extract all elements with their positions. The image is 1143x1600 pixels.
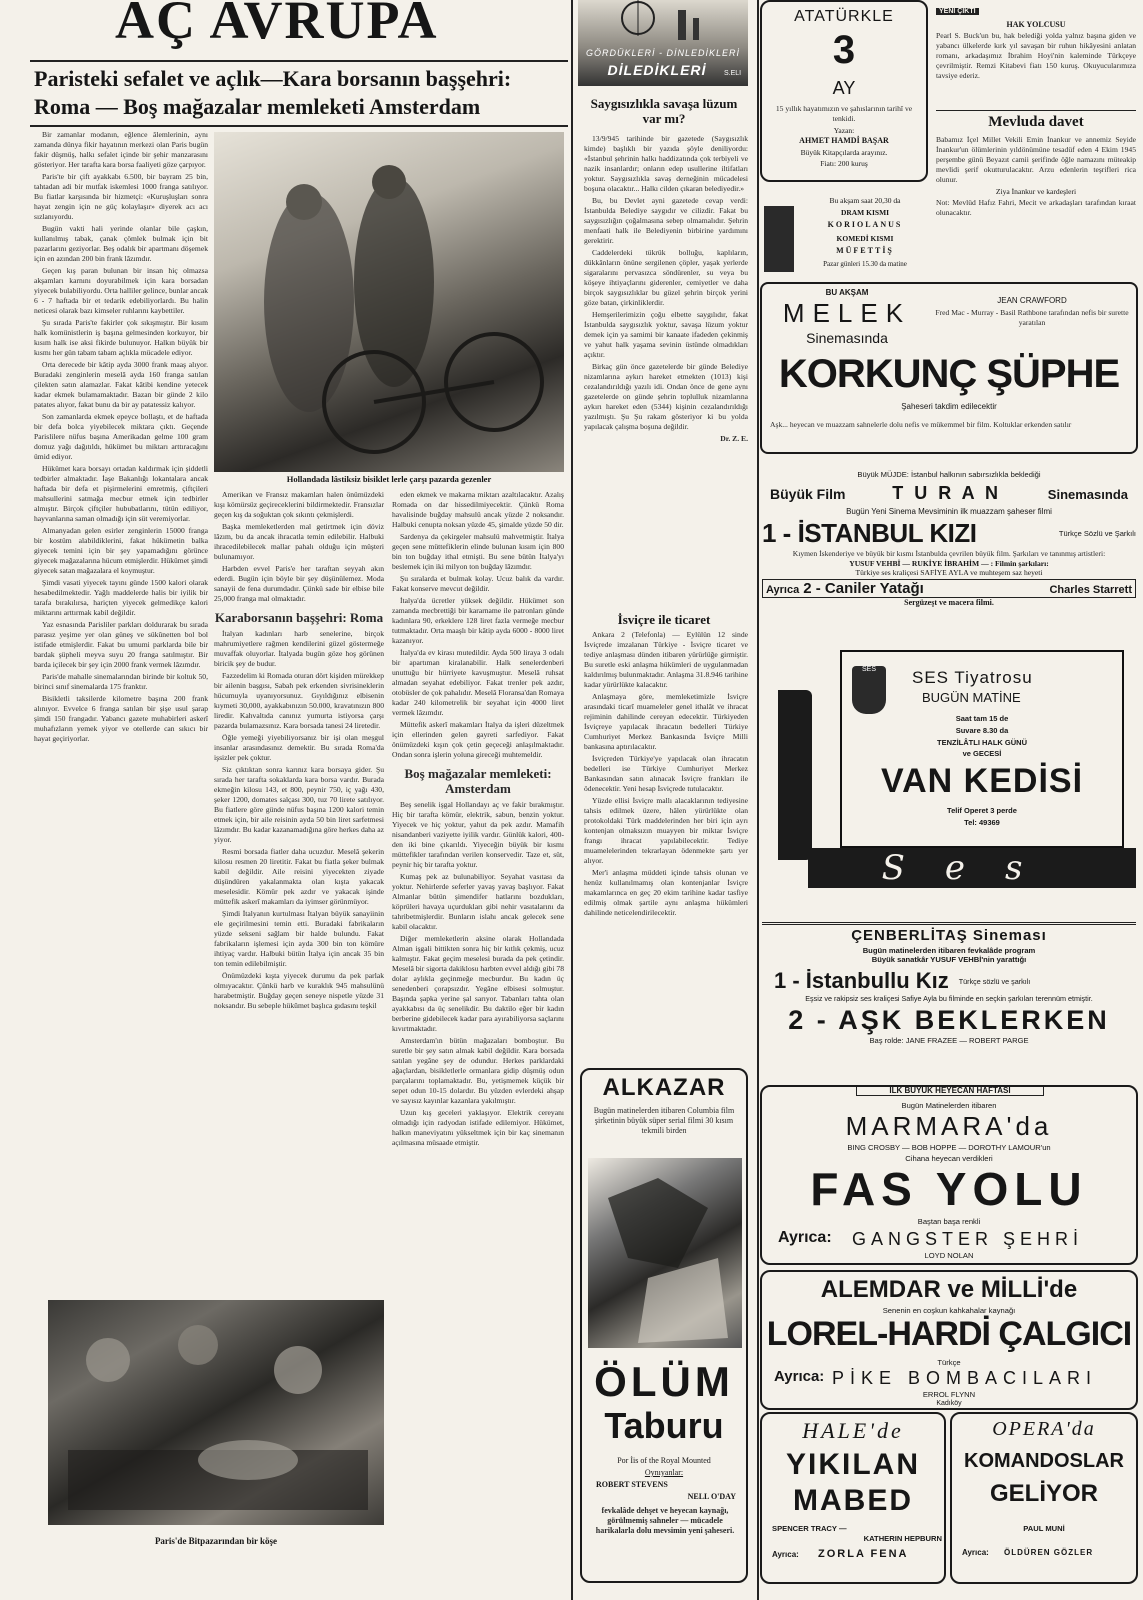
notice-mevlud: [936, 114, 1136, 274]
ad-text: Bu akşam saat 20,30 da: [829, 196, 901, 205]
ad-text: Sergüzeşt ve macera filmi.: [904, 598, 994, 607]
ad-film-title: 2 - AŞK BEKLERKEN: [788, 1005, 1110, 1035]
ad-hale-cinema: [760, 1412, 946, 1584]
ad-cast: KATHERIN HEPBURN: [863, 1534, 942, 1543]
ad-extra-label: Ayrıca:: [774, 1368, 825, 1385]
ad-marmara-cinema: [760, 1085, 1138, 1265]
ad-text: Oynıyanlar:: [644, 1468, 684, 1477]
ad-cinema-name: MELEK: [782, 298, 912, 328]
ad-title: ATATÜRKLE: [794, 8, 894, 25]
ad-cast: PAUL MUNİ: [1023, 1524, 1065, 1533]
ad-text: Türkiye ses kraliçesi SAFİYE AYLA ve muhteşem saz heyeti: [855, 568, 1043, 577]
ad-alkazar: [580, 1068, 748, 1583]
ad-text: Aşk... heyecan ve muazzam sahnelerle dolu nefis ve mükemmel bir film. Koltuklar erkenden satılır: [770, 420, 1072, 429]
paragraph: Hemşerilerimizin çoğu elbette saygılıdır, fakat İstanbulda saygısızlık yoktur, savaşa lüzum yoktur demek için ya samimi bir kanaate ifadeden çekinmiş ve yahut halk yaşama sevinin üstünde olmadıkları açıktır.: [584, 310, 748, 359]
ad-unit: AY: [832, 78, 856, 98]
ad-cast: Fred Mac - Murray - Basil Rathbone tarafından nefis bir surette yaratılan: [935, 308, 1129, 327]
ad-melek-cinema: [760, 282, 1138, 454]
theater-logo-icon: [764, 206, 794, 272]
masthead: AÇ AVRUPA: [115, 0, 439, 50]
ad-cinema-name: MARMARA'da: [845, 1111, 1053, 1141]
paragraph: Önümüzdeki kışta yiyecek durumu da pek parlak olmıyacaktır. Çünkü harb ve kuraklık 945 mahsulünü harabetmiştir. Buğday geçen seneye nispetle yüzde 31 noksandır. Bu sebeple hükûmet başlıca gıdasını teşkil: [214, 971, 384, 1010]
section-banner: [578, 0, 748, 86]
ad-big-number: 3: [832, 28, 856, 72]
ad-cast: YUSUF VEHBİ — RUKİYE İBRAHİM — : Filmin şarkıları:: [849, 559, 1049, 568]
divider: [757, 0, 759, 1600]
paragraph: Bugün vakti hali yerinde olanlar bile çaşkın, kullanılmış tabak, çanak çömlek bulmak için bit pazarlarını geziyorlar. Beş odalık bir apartmanı döşemek için en azından 200 bin frank lâzımdır.: [34, 224, 208, 263]
divider: [30, 125, 568, 127]
ad-cast: ERROL FLYNN: [922, 1390, 976, 1399]
ad-text: Şaheseri takdim edilecektir: [901, 402, 997, 411]
photo-flea-market: [48, 1300, 384, 1525]
ad-extra-title: PİKE BOMBACILARI: [832, 1368, 1098, 1388]
ad-opera-cinema: [950, 1412, 1138, 1584]
ad-text: Baştan başa renkli: [917, 1217, 981, 1226]
paragraph: İsviçreden Türkiye'ye yapılacak olan ihracatın bedelleri ise Türkiye Cumhuriyet Merkez Bankasından satın alınacak İsviçre frankları ile ödenecektir. Yeni hesap İsviçrede tutulacaktır.: [584, 754, 748, 793]
paragraph: Bisikletli taksilerde kilometre başına 200 frank alınıyor. Evvelce 6 franga satılan bir şişe usul şarap şimdi 150 frangadır. Yabancı gazete muhabirleri askerî muhafızların yemek yiyor ve otellerde can sıkıcı bir hayat geçiriyorlar.: [34, 694, 208, 743]
paragraph: Bir zamanlar modanın, eğlence âlemlerinin, aynı zamanda dünya fikir hayatının merkezi olan Paris bugün fakir düşmüş, halkı sefalet içinde bir şehir manzarasını gösteriyor. Her tarafta kara borsa faaliyeti göze çarpıyor.: [34, 130, 208, 169]
notice-note: Not: Mevlüd Hafız Fahri, Mecit ve arkadaşları tarafından kıraat olunacaktır.: [936, 198, 1136, 217]
ad-text: Türkçe: [937, 1358, 961, 1367]
ses-mask-icon: [852, 666, 886, 714]
ad-film-title: FAS YOLU: [810, 1163, 1088, 1215]
ses-script-band: Ses: [808, 848, 1136, 888]
ad-cinema-name: OPERA'da: [992, 1418, 1096, 1440]
banner-text-top: GÖRDÜKLERİ - DİNLEDİKLERİ: [585, 48, 741, 58]
paragraph: eden ekmek ve makarna miktarı azaltılacaktır. Azalış Romada on dar hissedilmiyecektir. Çünkü Roma havalisinde buğday mahsulü ancak yüzde 2 noksandır. Halbuki cenupta noksan yüzde 45, şimalde yüzde 50 dir.: [392, 490, 564, 529]
ad-extra-label: Ayrıca:: [778, 1229, 832, 1246]
ad-cinema-name: T U R A N: [892, 483, 1001, 503]
ad-text: Saat tam 15 de: [955, 714, 1009, 723]
ad-text: Sinemasında: [1047, 487, 1128, 502]
notice-new-book: [936, 0, 1136, 110]
ad-text: Türkçe Sözlü ve Şarkılı: [1058, 529, 1136, 538]
ad-text: Tel: 49369: [964, 818, 1000, 827]
ad-extra-title: ÖLDÜREN GÖZLER: [1004, 1548, 1094, 1557]
ad-cemberlitas-cinema: [762, 922, 1136, 1070]
ad-text: Bugün Yeni Sinema Mevsiminin ilk muazzam şaheser filmi: [846, 507, 1052, 516]
ad-text: Büyük Kitapçılarda arayınız.: [800, 148, 888, 157]
photo-bicycle-couple: [214, 132, 564, 472]
paragraph: Orta derecede bir kâtip ayda 3000 frank maaş alıyor. Buradaki zenginlerin meselâ ayda 160 franga satılan çilekten satın alamazlar. Fakat kâtibi kendine yetecek kadar ekmek bulamamaktadır. Bazan bir günde 2 kilo patates alıyor, fakat bunu da bir ay patatessiz kalıyor.: [34, 360, 208, 409]
paragraph: Anlaşmaya göre, memleketimizle İsviçre arasındaki ticarî muameleler genel ithalât ve ihracat rejiminin dahilinde cereyan edecektir. Türkiyeden İsviçreye yapılacak ihracatın bedelleri Türkiye Cumhuriyet Merkez Bankasında İsviçre Milli bankasına aptırılacaktır.: [584, 692, 748, 751]
ad-film-title: Taburu: [604, 1405, 724, 1446]
paragraph: Amerikan ve Fransız makamları halen önümüzdeki kışı kömürsüz geçireceklerini bildirmektedir. Fransızlar geçen kış da soğuktan çok sıkıntı çekmişlerdi.: [214, 490, 384, 519]
article-title: İsviçre ile ticaret: [617, 612, 711, 627]
ad-text: Ayrıca: [766, 584, 800, 596]
paragraph: Amsterdam'ın bütün mağazaları bomboştur. Bu suretle bir şey satın almak kabil değildir. Kara borsada satılan yegâne şey de odundur. Herkes parklardaki ağaçlardan, bisikletlerle ormanlara gidip düşmüş odun parçalarını toplamaktadır. Bu, yetişmemek küçük bir sepet odun 10-15 dolardır. Bu yüzden evlerdeki ahşap ve sayısız kayınlar kazanlara yakılmıştır.: [392, 1036, 564, 1105]
ad-text: MÜFETTİŞ: [836, 246, 894, 255]
paragraph: Birkaç gün önce gazetelerde bir günde Belediye nizamlarına aykırı hareket etmekten (1013) kişi cezalandırıldığı yazılı idi. Ondan önce de gene aynı gazetelerde on günde şehrin toplulluk nizamlarına aykırı hareket eden (5344) kişinin cezalandırıldığı yazılmıştı. Şu Şu rakam gösteriyor ki bu yolda yapılacak çalışma boşuna değildir.: [584, 362, 748, 431]
ad-text: Bugün matinelerden itibaren fevkalâde program: [862, 946, 1036, 955]
ad-cinema-sub: Sinemasında: [806, 330, 888, 346]
ses-script-letter: [778, 690, 812, 860]
ad-text: Büyük sanatkâr YUSUF VEHBİ'nin yarattığı: [871, 955, 1027, 964]
paragraph: Geçen kış paran bulunan bir insan hiç olmazsa akşamları karnını doyurabilmek için kara borsadan yiyecek bulabiliyordu. Orta halliler gelince, bunlar ancak 6 - 7 haftada bir et tedarik edebiliyorlardı. Bu halin neticesi olarak bazı kimseler ruhlarını kaybettiler.: [34, 266, 208, 315]
ad-film-title: KOMANDOSLAR: [964, 1450, 1124, 1472]
ad-text: Kadıköy: [936, 1400, 962, 1407]
ad-film-title: MABED: [793, 1484, 913, 1517]
article-column-c: [392, 490, 564, 1550]
ad-text: Por İis of the Royal Mounted: [617, 1456, 711, 1465]
ad-theater-name: SES Tiyatrosu: [912, 668, 1033, 687]
paragraph: Kumaş pek az bulunabiliyor. Seyahat vasıtası da yoktur. Nehirlerde seferler yavaş yavaş başlıyor. Fakat Almanlar bütün şimendifer hatlarını bozdukları, köprüleri havaya uçurdukları gibi nehir vasıtalarını da tahribetmişlerdir. Bunların islahı ancak gelecek sene kabil olacaktır.: [392, 872, 564, 931]
paragraph: Almanyadan gelen esirler zenginlerin 15000 franga bir kostüm alabildiklerini, fakat hükümetin balka giyecek temini için bir şey yapamadığını görünce giyecek mağazalarına hücum etmişlerdir. Hükümet şimdi giyecek satan mağazalara el koymuştur.: [34, 526, 208, 575]
ad-extra-title: GANGSTER ŞEHRİ: [852, 1229, 1084, 1249]
paragraph: Mer'i anlaşma müddeti içinde tahsis olunan ve henüz kullanılmamış olan kontenjanlar İsviçre makamlarınca en geç 20 ekim tarihine kadar tasfiye edilmiş olmak şartile aynı anlaşma hükümleri dahilinde neticelendirilecektir.: [584, 868, 748, 917]
poster-illustration: [588, 1158, 742, 1348]
ad-turan-cinema: [762, 470, 1136, 632]
photo-caption: Hollandada lâstiksiz bisiklet lerle çarşı pazarda gezenler: [286, 474, 492, 484]
ad-text: DRAM KISMI: [840, 208, 890, 217]
paragraph: Diğer memleketlerin aksine olarak Hollandada Alman işgali bittikten sonra hiç bir kıtlık çekmiş, ucuz kalmıştır. Fakat geçim meselesi burada da pek çetindir. Meselâ bir sigorta dakiklosu harbten evvel aldığı gibi 78 dolar aylıkla geçinmeğe mecburdur. Bu kadın üç senedenberi çorapsızdır. Yegâne elbisesi solmuştur. Başında şapka yerine şal sarıyor. Tabanları tahta olan ayakkabısı da üç senelikdir. Bu daktilo eğer bir kadın berberine gidebilecek kadar para ayırabiliyorsa saçlarını kıvırtmaktadır.: [392, 934, 564, 1033]
ad-text: Kıymen İskenderiye ve büyük bir kısmı İstanbulda çevrilen büyük film. Şarkıları ve tanınmış artistleri:: [792, 549, 1106, 558]
ad-author: AHMET HAMDİ BAŞAR: [799, 136, 889, 145]
ad-cast: JEAN CRAWFORD: [997, 296, 1067, 305]
article-body: [584, 134, 748, 604]
headline-line-2: Roma — Boş mağazalar memleketi Amsterdam: [34, 94, 481, 119]
paragraph: Paris'de mahalle sinemalarından birinde bir koltuk 50, birinci sınıf sinemalarda 175 franktır.: [34, 672, 208, 691]
paragraph: Beş senelik işgal Hollandayı aç ve fakir bırakmıştır. Hiç bir tarafta kömür, elektrik, sabun, benzin yoktur. Yiyecek ve hiç yoktur, yahut da pek azdır. Mamafih nisandanberi vaziyette iyilik vardır. Günlük kalori, 400-den iki bine çıkarıldı. Yiyeceğin büyük bir kısmı müttefikler tarafından verilen konservedir. Taze et, süt, peynir hiç bir tarafta yoktur.: [392, 800, 564, 869]
ad-cast: SPENCER TRACY —: [772, 1524, 847, 1533]
ad-cast: Charles Starrett: [1049, 584, 1132, 596]
ad-extra-label: Ayrıca:: [772, 1550, 799, 1559]
notice-text: Pearl S. Buck'un bu, hak belediği yolda yalnız başına giden ve yabancı ülkelerde kırk yıl savaşan bir ruhun hikâyesini anlatan romanı, arkadaşımız İbrahim Hoyi'nin kaleminde Türkçeye çevrilmiştir. Remzi Kitabevi fiatı 150 kuruş. Okuyucularımıza tavsiye ederiz.: [936, 31, 1136, 80]
ad-cast: Baş rolde: JANE FRAZEE — ROBERT PARGE: [869, 1036, 1029, 1045]
paragraph: Öğle yemeği yiyebiliyorsanız bir işi olan meşgul insanlar arasındasınız demektir. Bu sırada Roma'da işsizler pek çoktur.: [214, 733, 384, 762]
ad-poster-image: [588, 1158, 742, 1348]
article-title: Saygısızlıkla savaşa lüzum var mı?: [590, 96, 738, 126]
paragraph: 13/9/945 tarihinde bir gazetede (Saygısızlık kimde) başlıklı bir yazıda şöyle deniliyordu: «İstanbul şehrinin halkı haddizatında çok terbiyeli ve nazik insanlardır; onların edep usullerine iltifatları yoktur. Saygısızlıkla savaş derneğinin mücadelesi boşuna olacaktır... Halkı cilden çıkaran belediyedir.»: [584, 134, 748, 193]
notice-title: Mevluda davet: [988, 114, 1084, 130]
ad-text: Suvare 8.30 da: [955, 726, 1009, 735]
paragraph: İtalya'da ev kirası mutedildir. Ayda 500 liraya 3 odalı bir apartıman kiralanabilir. Halk senelerdenberi unuttuğu bir hürriyete kavuşmuştur. Meselâ ruhsat almadan seyahat edebiliyor. Fakat trenler pek azdır, otobüsler de çok pahalıdır. Meselâ Floransa'dan Romaya kadar 240 kilometrelik bir seyahat için 4000 liret vermek lâzımdır.: [392, 648, 564, 717]
ad-text: BUGÜN MATİNE: [922, 690, 1021, 705]
ad-cast: BING CROSBY — BOB HOPPE — DOROTHY LAMOUR'un: [847, 1143, 1051, 1152]
paragraph: Şimdi İtalyanın kurtulması İtalyan büyük sanayiinin ele geçirilmesini temin etti. Buradaki fabrikaların yüzde sekseni sağlam bir halde bulundu. Fakat fabrikaların işlemesi için ayda 300 bin ton kömüre ihtiyaç vardır. Halbuki bütün İtalya için ancak 35 bin ton temin edilebilmiştir.: [214, 909, 384, 968]
signature: Dr. Z. E.: [720, 434, 748, 443]
ad-ataturk-book: [760, 0, 928, 182]
paragraph: Şu sıralarda et bulmak kolay. Ucuz balık da vardır. Fakat konserve mevcut değildir.: [392, 574, 564, 593]
ad-text: Yazan:: [833, 126, 855, 135]
photo-illustration: [214, 132, 564, 472]
ad-cast: NELL O'DAY: [687, 1492, 736, 1501]
paragraph: İtalyan kadınları harb senelerine, birçok mahrumiyetlere rağmen kendilerini güzel göstermeğe muvaffak oluyorlar. İtalyada bugün göze hoş görünen biricik şey de budur.: [214, 629, 384, 668]
ad-film-title: YIKILAN: [786, 1448, 920, 1481]
paragraph: İtalya'da ücretler yüksek değildir. Hükümet son zamanda mecbrettiği bir kararname ile patronları günde kadınlara 90, erkeklere 128 liret fazla vermeğe mecbur tutmaktadır. Orta maaşlı bir kâtip ayda 6000 - 8000 liret kazanıyor.: [392, 596, 564, 645]
paragraph: Yaz esnasında Parisliler parkları doldurarak bu sırada parasız yeşime yer olan güneş ve sükûnetten bol bol istifade etmişlerdir. Fakat bu umumi parklarda bile bir bardak şüpheli meyva suyu 20 franga satılmıştır. Bir barda içilecek bir şey için 2000 frank vermek lâzımdır.: [34, 620, 208, 669]
ad-theater: [764, 196, 932, 276]
ad-title: ALKAZAR: [602, 1074, 726, 1101]
notice-sign: Ziya İnankur ve kardeşleri: [995, 187, 1077, 196]
ad-film-title: ÖLÜM: [594, 1358, 734, 1405]
divider: [936, 110, 1136, 111]
subhead-amsterdam: Boş mağazalar memleketi: Amsterdam: [404, 766, 552, 796]
paragraph: Şu sırada Paris'te fakirler çok sıkışmıştır. Bir kısım halk komünistlerin iş başına gelmesinden korkuyor, bir kısım halk ise aksi fikirde bulunuyor. Halkın büyük bir kısmı her gün tabam tabam açlıkla mücadele ediyor.: [34, 318, 208, 357]
banner-brand: S.ELI: [724, 70, 742, 77]
ad-film-title: KORKUNÇ ŞÜPHE: [778, 352, 1120, 396]
article-column-a: [34, 130, 208, 1280]
paragraph: Harbden evvel Paris'e her taraftan seyyah akın ederdi. Bugün için böyle bir şey düşünülemez. Moda sanayii de fena durumdadır. Çünkü sade bir elbise bile 25,000 franga mal olmaktadır.: [214, 564, 384, 603]
photo-caption: Paris'de Bitpazarından bir köşe: [154, 1536, 278, 1546]
ad-text: Türkçe sözlü ve şarkılı: [958, 976, 1031, 986]
paragraph: Sardenya da çekirgeler mahsulü mahvetmiştir. İtalya geçen sene müttefiklerin elinde bulunan kısım için 800 bin ton buğday ithal etmişti. Bu sene bütün İtalya'yı beslemek için iki milyon ton buğday lâzımdır.: [392, 532, 564, 571]
ad-film-title: LOREL-HARDİ ÇALGICI: [766, 1315, 1132, 1353]
ad-cinema-name: ÇENBERLİTAŞ Sineması: [762, 922, 1136, 944]
ad-text: KOMEDİ KISMI: [836, 234, 894, 243]
ad-extra-title: ZORLA FENA: [818, 1548, 909, 1560]
ad-alemdar-cinema: [760, 1270, 1138, 1410]
ad-text: Senenin en coşkun kahkahalar kaynağı: [882, 1306, 1016, 1315]
ad-ses-theater: [778, 650, 1136, 905]
ad-text: KORIOLANUS: [827, 220, 903, 229]
paragraph: Paris'te bir çift ayakkabı 6.500, bir bayram 25 bin, tahtadan adi bir mutfak iskemlesi 1000 franga satılıyor. Bu fiatlar karşısında bir hizmetçi: «Kuruşluşları sonra hayat zengin için ne güç kolaylaşır» diyerek acı acı sızlanıyordu.: [34, 172, 208, 221]
paragraph: Son zamanlarda ekmek epeyce bollaştı, et de haftada bir defa bolca yiyebilecek miktara çıktı. Geçende Parislilere nüfus başına Amerikadan gelme 100 gram domuz yağı dağıtıldı, hükümet bu miktarı arttıracağını ümid ediyor.: [34, 412, 208, 461]
ad-price: Fiatı: 200 kuruş: [820, 159, 868, 168]
headline-line-1: Paristeki sefalet ve açlık—Kara borsanın başşehri:: [34, 66, 512, 91]
ad-extra-label: Ayrıca:: [962, 1548, 989, 1557]
ad-text: Cihana heyecan verdikleri: [905, 1154, 993, 1163]
ad-pre: Büyük MÜJDE: İstanbul halkının sabırsızlıkla beklediği: [857, 470, 1041, 479]
ad-text: TENZİLÂTLI HALK GÜNÜ: [937, 738, 1027, 747]
ad-cinema-name: HALE'de: [802, 1418, 904, 1443]
photo-illustration: [48, 1300, 384, 1525]
ad-text: Pazar günleri 15.30 da matine: [823, 260, 907, 268]
paragraph: Siz çıktıktan sonra karınız kara borsaya gider. Şu sırada her tarafta sokaklarda kara borsa vardır. Burada ekmeğin kilosu 143, et 800, peynir 750, iç yağı 430, şeker 1200, domates salçası 300, tuz 70 lirete satılıyor. Bu fiatlere göre günde nüfus başına 1200 kalori temin etmek için, bir aile reisinin ayda 50 bin liret sarfetmesi lâzımdır. Bu kadar kazanamadığına göre herkes daha az yiyor.: [214, 765, 384, 844]
ad-film-title: 1 - İSTANBUL KIZI: [762, 518, 977, 548]
article-column-b: [214, 490, 384, 1280]
ad-text: ve GECESİ: [962, 749, 1002, 758]
divider: [571, 0, 573, 1600]
divider: [30, 60, 568, 62]
paragraph: Başka memleketlerden mal getirtmek için döviz lâzım, bu da ancak ihracatla temin edilebilir. Halbuki ihracedilebilecek mallar pahalı olduğu için müşteri bulunamıyor.: [214, 522, 384, 561]
ad-film-title: 2 - Caniler Yatağı: [803, 580, 924, 597]
paragraph: Hükümet kara borsayı ortadan kaldırmak için şiddetli tedbirler almaktadır. İaşe Bakanlığı lokantalara ancak haftada bir defa et pişirmelerini emretmiş, çiftçileri mahsullerini satmağa mecbur etmek için tedbirler almıştır. Birçok çiftçiler hububatlarını, tütün ediliyor, hayvanlarına saman olmadığı için süt veremiyorlar.: [34, 464, 208, 523]
ad-cinema-name: ALEMDAR ve MİLLİ'de: [820, 1276, 1078, 1303]
ad-film-title: 1 - İstanbullu Kız: [774, 968, 949, 993]
paragraph: Şimdi vasati yiyecek tayını günde 1500 kalori olarak hesabedilmektedir. Yağlı maddelerde halis bir iyilik bir tarafa bırakılırsa, hariçten yiyecek gelmedikçe kalori miktarını arttırmak kabil değildir.: [34, 578, 208, 617]
paragraph: Fazzedelim ki Romada oturan dört kişiden mürekkep bir ailenin başgısı, Sabah pek erkenden sivrisineklerin hücumuyla uyanıyorsunuz. Gıyıldığınız elbisenin kıymeti 30,000, ayakkabınızın 50.000, kravatınızın 800 liredir. Kahvaltıda canınız yumurta istiyorsa çarşı pazarda bulamazsınız. Kara borsada tanesi 24 liretedir.: [214, 671, 384, 730]
paragraph: Caddelerdeki tükrük bolluğu, kaplıların, dükkânların önüne sergilenen çöpler, yaşak yerlerde sigaralarını pervasızca söndürenler, su veya bu köşeye ihtiyaçlarını giderenler, cemiyetler ve daha birçok saygısızlıklar bu güzel şehrin birçok yerini göze batan, çirkinliklerdir.: [584, 248, 748, 307]
notice-title: HAK YOLCUSU: [1006, 20, 1066, 29]
paragraph: Müttefik askerî makamları İtalya da işleri düzeltmek için ellerinden gelen gayreti sarfediyor. Fakat önümüzdeki kışın çok çetin geçeceği anlaşılmaktadır. Ondan sonra işlerin yoluna gireceği muhtemeldir.: [392, 720, 564, 759]
ses-logo-text: SES: [861, 666, 876, 673]
banner-text-title: DİLEDİKLERİ: [607, 62, 707, 78]
paragraph: Ankara 2 (Telefonla) — Eylülün 12 sinde İsviçrede imzalanan Türkiye - İsviçre ticaret ve tediye anlaşması dünden itibaren yürürlüğe girmiştir. Bu suretle eski anlaşma hükümleri de uygulanmadan kaldırılmış bulunmaktadır. Anlaşma 31.8.946 tarihine kadar yürürlükte kalacaktır.: [584, 630, 748, 689]
ad-text: fevkalâde dehşet ve heyecan kaynağı, görülmemiş sahneler — mücadele harikalarla dolu mevsimin yeni şaheseri.: [595, 1506, 735, 1535]
ad-play-title: VAN KEDİSİ: [880, 762, 1084, 800]
notice-kicker: YENİ ÇIKTI: [936, 8, 979, 15]
ad-pre: BU AKŞAM: [825, 288, 869, 297]
paragraph: Uzun kış geceleri yaklaşıyor. Elektrik cereyanı olmadığı için radyodan istifade edilemiyor. Hükümet, halkın maneviyatını yükseltmek için bir kaç sinemanın açılmasına müsaade etmiştir.: [392, 1108, 564, 1147]
ad-text: Eşsiz ve rakipsiz ses kraliçesi Safiye Ayla bu filminde en seçkin şarkıları terennüm etmiştir.: [805, 994, 1093, 1003]
ad-cast: LOYD NOLAN: [924, 1251, 974, 1260]
ad-text: Bugün matinelerden itibaren Columbia film şirketinin büyük süper serial filmi 30 kısım tekmili birden: [593, 1106, 735, 1135]
ad-text: Telif Operet 3 perde: [947, 806, 1017, 815]
ad-text: 15 yıllık hayatımızın ve şahıslarının tarihî ve tenkidi.: [775, 104, 913, 123]
ad-text: Bugün Matinelerden itibaren: [901, 1101, 997, 1110]
notice-text: Babamız İçel Millet Vekili Emin İnankur ve annemiz Seyide İnankur'un ölümlerinin yıldönümüne tesadüf eden 4 Ekim 1945 perşembe günü Beyazıt camii şerifinde öğle namazını müteakip mevlidi şerif okutturulacaktır. Arzu edenlerin teşrifleri rica olunur.: [936, 135, 1136, 184]
paragraph: Bu, bu Devlet ayni gazetede cevap verdi: İstanbulda Belediye saygıdır ve cilizdir. Fakat bu saygısızlığın çoğalmasına sebep olmamalıdır. Şehrin menfaati halk ile Belediyenin birbirine yardımını gerektirir.: [584, 196, 748, 245]
article-body: [584, 630, 748, 1070]
subhead-roma: Karaborsanın başşehri: Roma: [214, 610, 384, 625]
ad-film-title: GELİYOR: [989, 1480, 1098, 1507]
ad-cast: ROBERT STEVENS: [596, 1480, 668, 1489]
ad-text: Büyük Film: [770, 486, 846, 502]
paragraph: Resmi borsada fiatler daha ucuzdur. Meselâ şekerin kilosu resmen 20 liretitir. Fakat bu fiatla şeker bulmak kabil değildir. Aile reisini yiyecekten ziyade düşündüren yakalanmakta olan kışta yakacak meselesidir. Kömür pek azdır ve yakacak işinde müttefik askerî makamları da iyimser görünmüyor.: [214, 847, 384, 906]
ses-panel: [840, 650, 1124, 848]
ad-pre: İLK BÜYÜK HEYECAN HAFTASI: [856, 1085, 1044, 1096]
paragraph: Yüzde ellisi İsviçre mallı alacaklarının tediyesine tahsis edilmek üzere, hâlen yürürlükte olan protokoldaki Türk maddelerinden her biri için ayrı kontenjan olmaksızın muayyen bir miktar İsviçre frangı ihracat yapılabilecektir. Tediye muamelelerinden tekrarlayan ödenmekte şartı yer alıyor.: [584, 796, 748, 865]
